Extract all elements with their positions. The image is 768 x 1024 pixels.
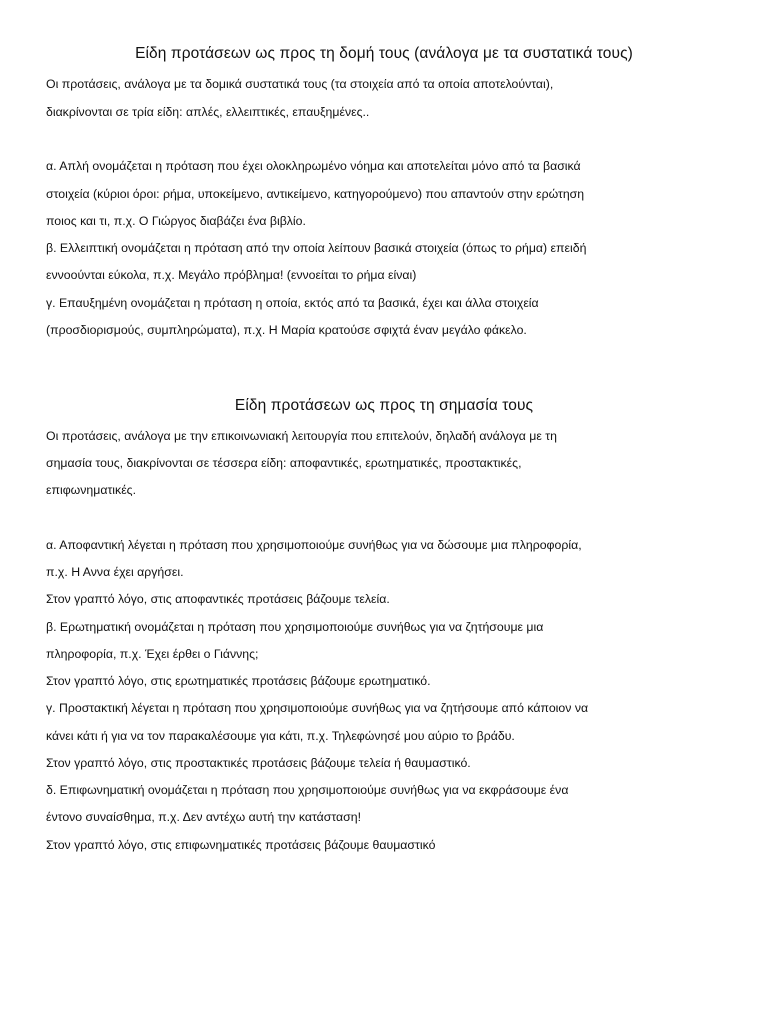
section2-line: γ. Προστακτική λέγεται η πρόταση που χρησιμοποιούμε συνήθως για να ζητήσουμε από κάποιον να (46, 701, 589, 715)
section2-line: Στον γραπτό λόγο, στις προστακτικές προτάσεις βάζουμε τελεία ή θαυμαστικό. (46, 756, 471, 770)
section1-line: στοιχεία (κύριοι όροι: ρήμα, υποκείμενο, αντικείμενο, κατηγορούμενο) που απαντούν στην ερώτηση (46, 187, 585, 201)
section2-line: δ. Επιφωνηματική ονομάζεται η πρόταση που χρησιμοποιούμε συνήθως για να εκφράσουμε ένα (46, 783, 569, 797)
section2-line: Στον γραπτό λόγο, στις αποφαντικές προτάσεις βάζουμε τελεία. (46, 592, 390, 606)
section2-line: έντονο συναίσθημα, π.χ. Δεν αντέχω αυτή την κατάσταση! (46, 810, 361, 824)
section1-line: (προσδιορισμούς, συμπληρώματα), π.χ. Η Μαρία κρατούσε σφιχτά έναν μεγάλο φάκελο. (46, 323, 527, 337)
section1-line: εννοούνται εύκολα, π.χ. Μεγάλο πρόβλημα! (εννοείται το ρήμα είναι) (46, 268, 417, 282)
section1-heading: Είδη προτάσεων ως προς τη δομή τους (ανάλογα με τα συστατικά τους) (135, 45, 633, 62)
section2-line: Στον γραπτό λόγο, στις επιφωνηματικές προτάσεις βάζουμε θαυμαστικό (46, 838, 436, 852)
section2-line: Στον γραπτό λόγο, στις ερωτηματικές προτάσεις βάζουμε ερωτηματικό. (46, 674, 431, 688)
section1-line: α. Απλή ονομάζεται η πρόταση που έχει ολοκληρωμένο νόημα και αποτελείται μόνο από τα βασικά (46, 159, 581, 173)
section2-line: κάνει κάτι ή για να τον παρακαλέσουμε για κάτι, π.χ. Τηλεφώνησέ μου αύριο το βράδυ. (46, 729, 515, 743)
section2-line: Οι προτάσεις, ανάλογα με την επικοινωνιακή λειτουργία που επιτελούν, δηλαδή ανάλογα με τη (46, 429, 557, 443)
section1-line: διακρίνονται σε τρία είδη: απλές, ελλειπτικές, επαυξημένες.. (46, 105, 370, 119)
section2-line: πληροφορία, π.χ. Έχει έρθει ο Γιάννης; (46, 647, 259, 661)
section1-line: γ. Επαυξημένη ονομάζεται η πρόταση η οποία, εκτός από τα βασικά, έχει και άλλα στοιχεία (46, 296, 539, 310)
section2-line: σημασία τους, διακρίνονται σε τέσσερα είδη: αποφαντικές, ερωτηματικές, προστακτικές, (46, 456, 522, 470)
section1-line: Οι προτάσεις, ανάλογα με τα δομικά συστατικά τους (τα στοιχεία από τα οποία αποτελούνται), (46, 77, 554, 91)
section2-line: επιφωνηματικές. (46, 483, 137, 497)
section1-line: ποιος και τι, π.χ. Ο Γιώργος διαβάζει ένα βιβλίο. (46, 214, 306, 228)
section2-line: β. Ερωτηματική ονομάζεται η πρόταση που χρησιμοποιούμε συνήθως για να ζητήσουμε μια (46, 620, 544, 634)
section2-line: α. Αποφαντική λέγεται η πρόταση που χρησιμοποιούμε συνήθως για να δώσουμε μια πληροφορία, (46, 538, 582, 552)
section1-line: β. Ελλειπτική ονομάζεται η πρόταση από την οποία λείπουν βασικά στοιχεία (όπως το ρήμα) επειδή (46, 241, 587, 255)
section2-heading: Είδη προτάσεων ως προς τη σημασία τους (234, 397, 534, 414)
section2-line: π.χ. Η Αννα έχει αργήσει. (46, 565, 184, 579)
